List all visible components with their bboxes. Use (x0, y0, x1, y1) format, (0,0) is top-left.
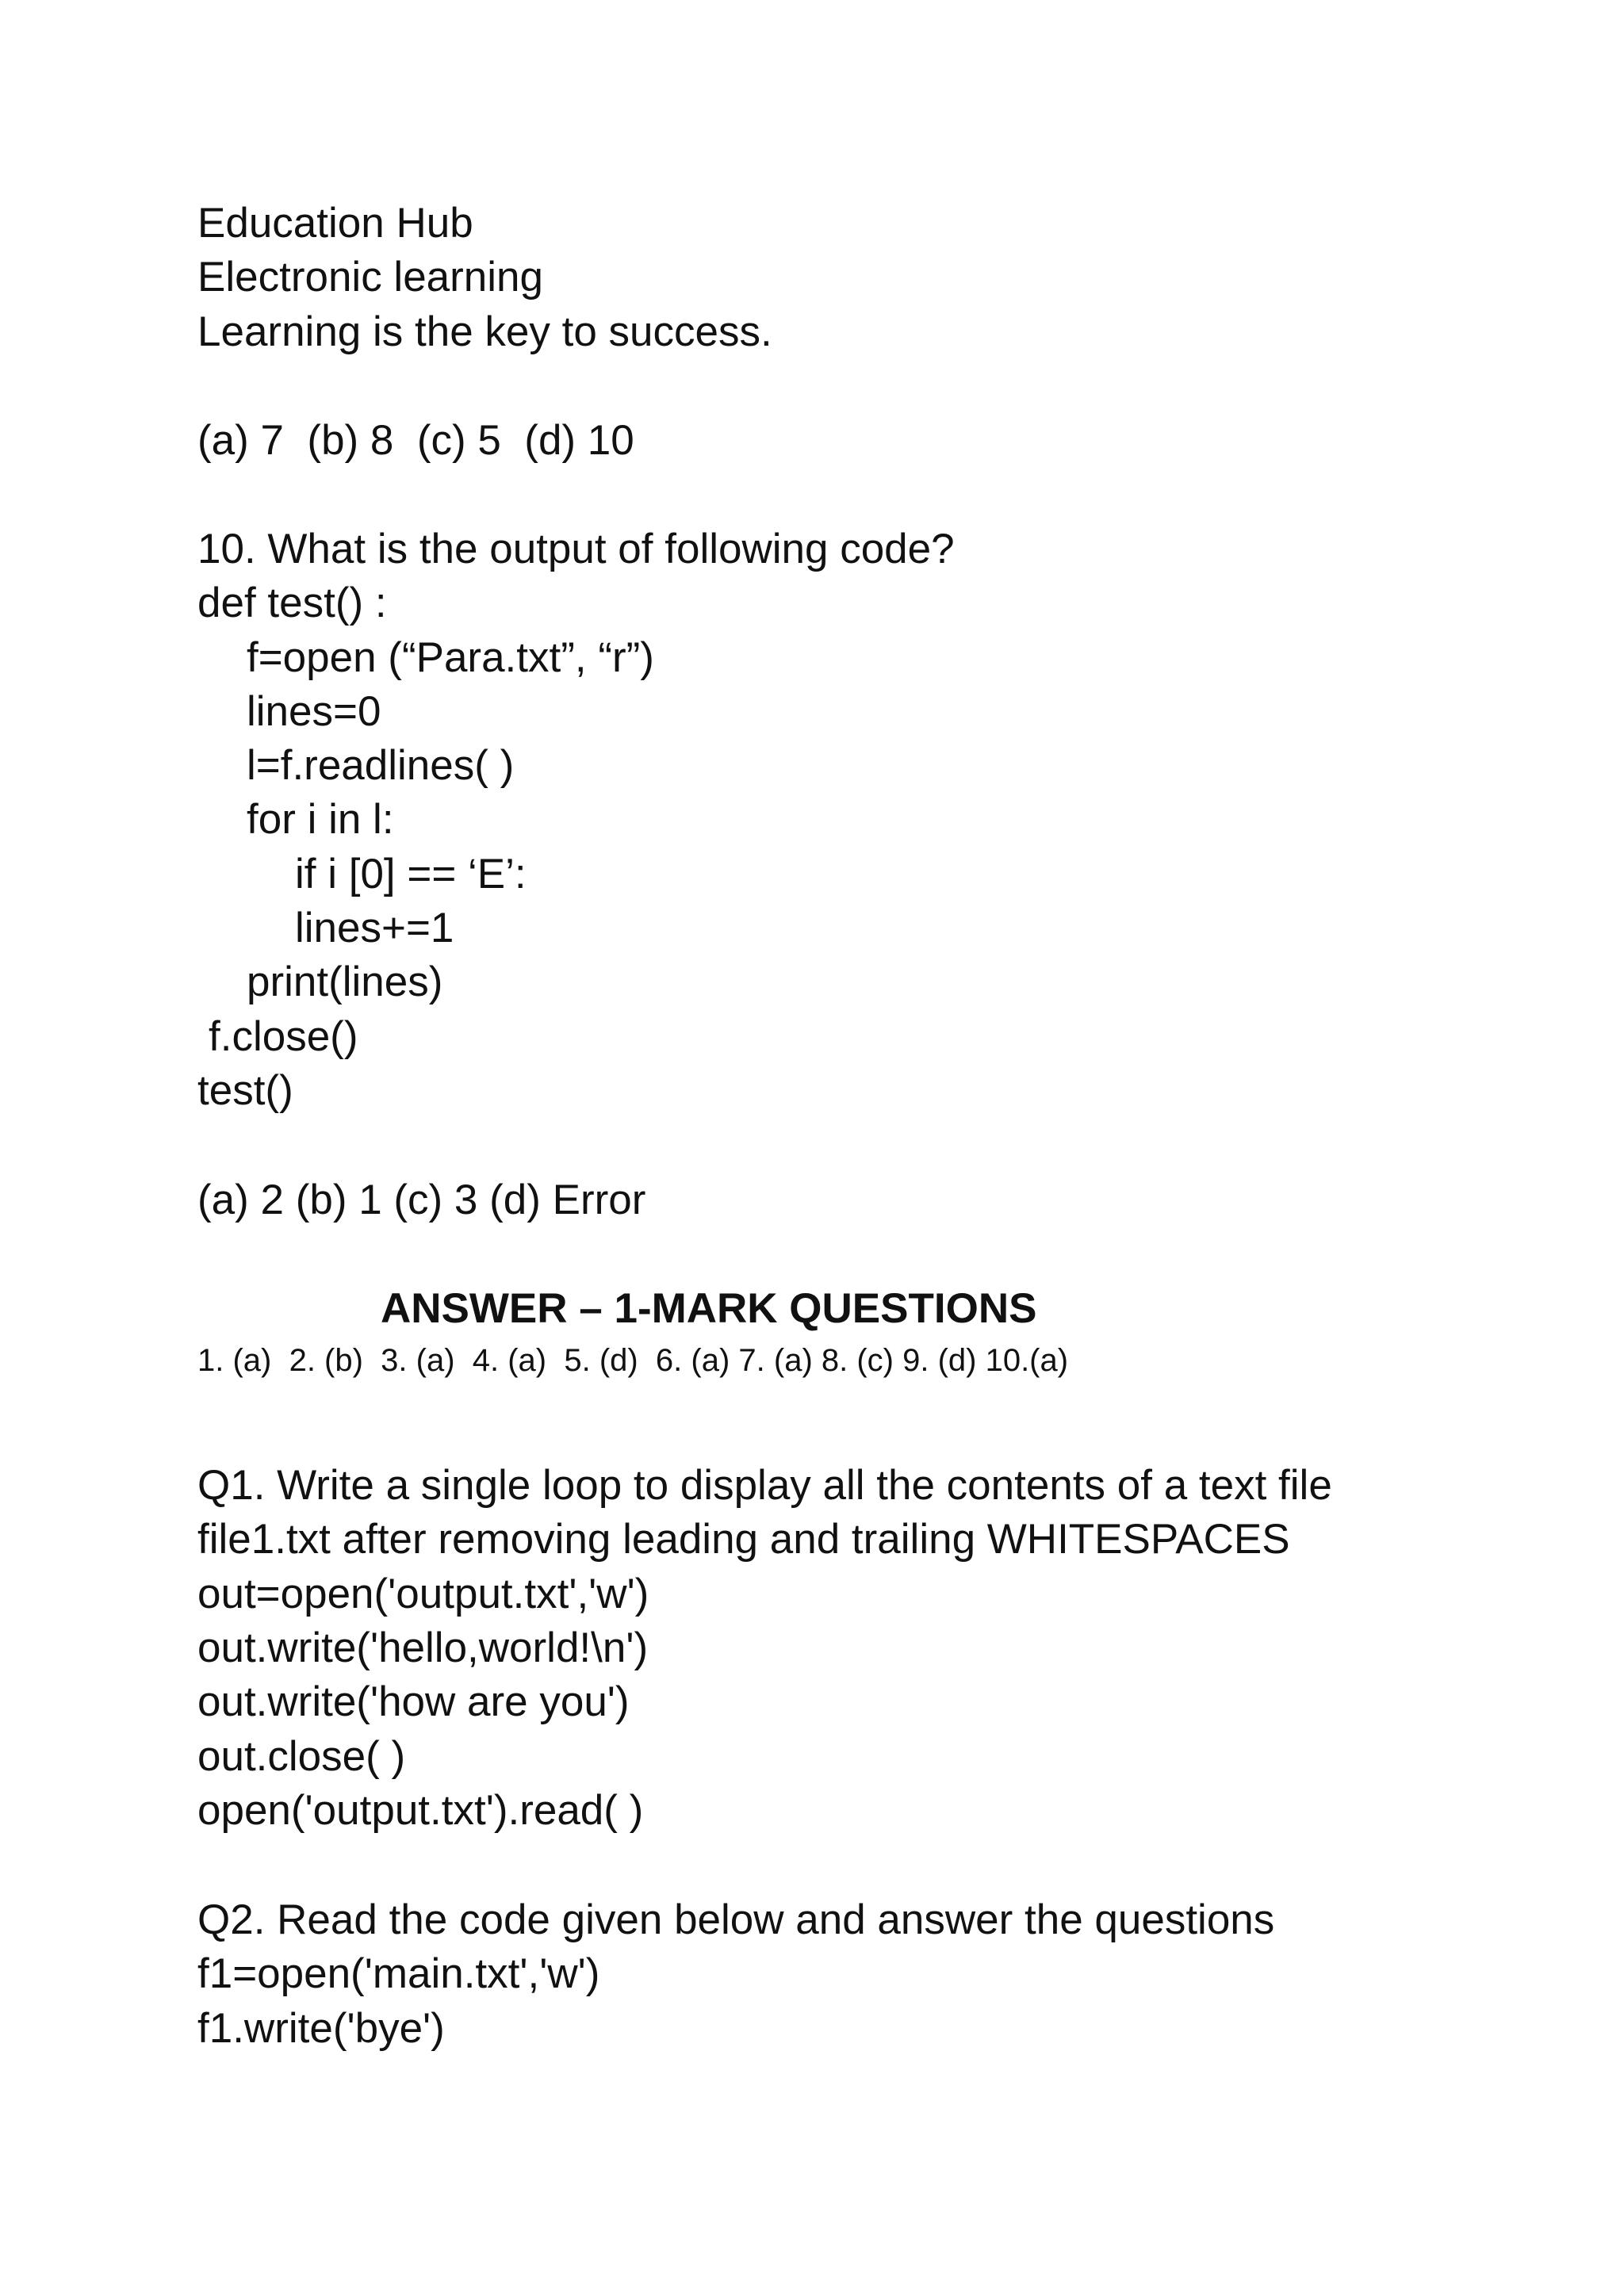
q2-line: Q2. Read the code given below and answer the questions (197, 1896, 1275, 1943)
answer-key: 1. (a) 2. (b) 3. (a) 4. (a) 5. (d) 6. (a) 7. (a) 8. (c) 9. (d) 10.(a) (197, 1343, 1069, 1378)
q1-code-line: out.close( ) (197, 1733, 406, 1780)
q1-code-line: open('output.txt').read( ) (197, 1787, 644, 1834)
q2-code-line: f1=open('main.txt','w') (197, 1950, 600, 1997)
q1-code-line: out.write('hello,world!\n') (197, 1624, 649, 1671)
code-line: lines+=1 (295, 905, 454, 951)
code-line: print(lines) (247, 959, 443, 1005)
intro-line: Learning is the key to success. (197, 308, 772, 355)
q10-options: (a) 2 (b) 1 (c) 3 (d) Error (197, 1177, 646, 1223)
intro-line: Education Hub (197, 200, 473, 247)
code-line: lines=0 (247, 688, 381, 735)
q1-line: file1.txt after removing leading and trailing WHITESPACES (197, 1516, 1290, 1563)
q9-options: (a) 7 (b) 8 (c) 5 (d) 10 (197, 417, 634, 464)
q1-line: Q1. Write a single loop to display all the contents of a text file (197, 1462, 1332, 1509)
code-line: f=open (“Para.txt”, “r”) (247, 634, 654, 681)
code-line: if i [0] == ‘E’: (295, 851, 527, 897)
code-line: test() (197, 1067, 293, 1114)
code-line: f.close() (209, 1013, 358, 1060)
code-line: def test() : (197, 580, 387, 626)
q10-question: 10. What is the output of following code? (197, 526, 955, 572)
q1-code-line: out.write('how are you') (197, 1678, 630, 1725)
q2-code-line: f1.write('bye') (197, 2005, 445, 2052)
answer-heading: ANSWER – 1-MARK QUESTIONS (381, 1285, 1037, 1332)
code-line: l=f.readlines( ) (247, 742, 515, 789)
code-line: for i in l: (247, 796, 394, 843)
q1-code-line: out=open('output.txt','w') (197, 1571, 649, 1617)
intro-line: Electronic learning (197, 254, 544, 300)
